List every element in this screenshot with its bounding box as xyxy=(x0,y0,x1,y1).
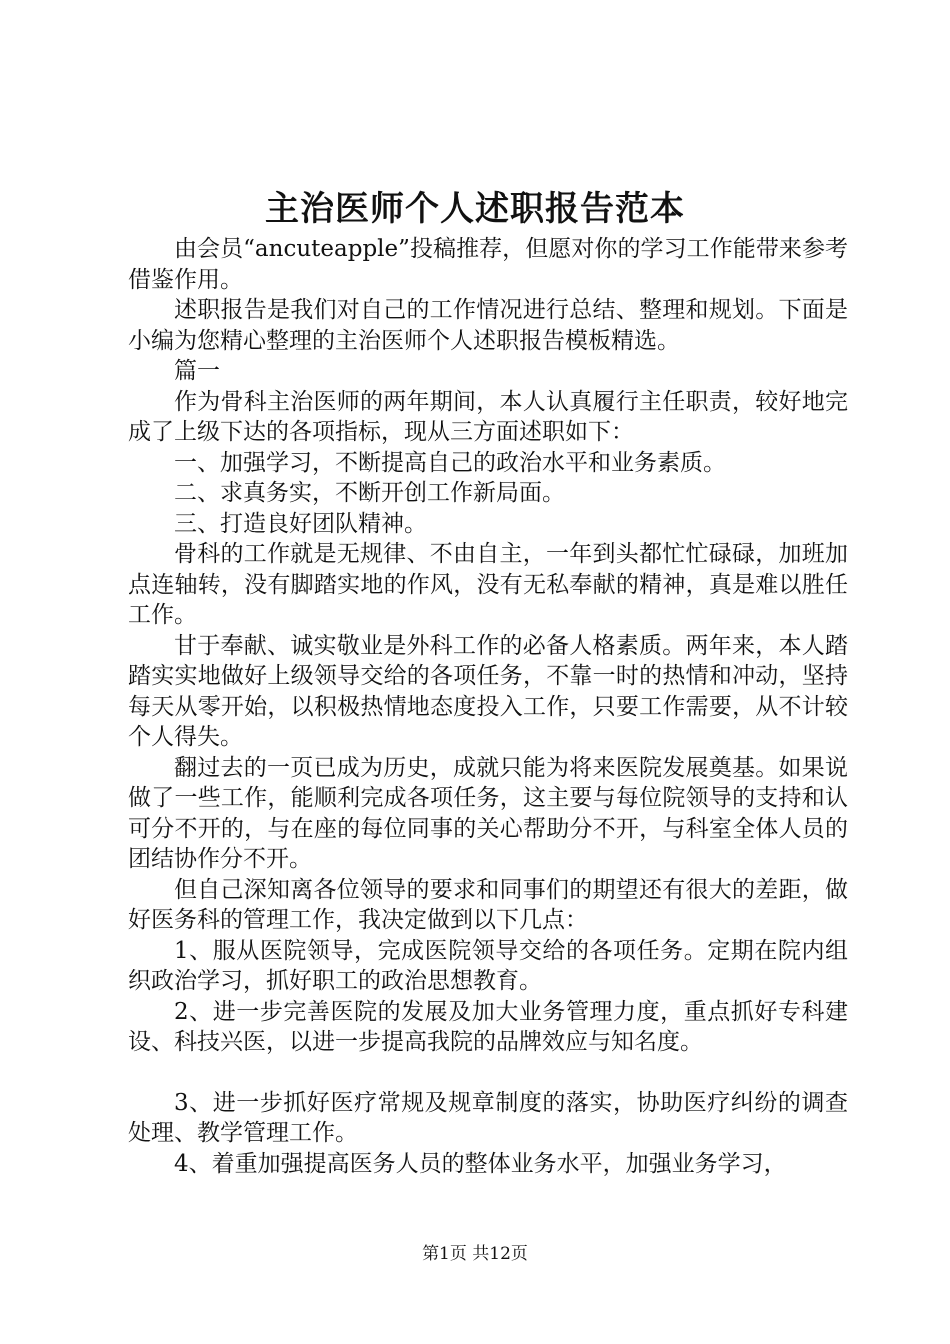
document-title: 主治医师个人述职报告范本 xyxy=(265,189,685,229)
paragraph: 但自己深知离各位领导的要求和同事们的期望还有很大的差距，做好医务科的管理工作，我决定做到以下几点： xyxy=(128,876,848,933)
paragraph: 甘于奉献、诚实敬业是外科工作的必备人格素质。两年来，本人踏踏实实地做好上级领导交给的各项任务，不靠一时的热情和冲动，坚持每天从零开始，以积极热情地态度投入工作，只要工作需要，从不计较个人得失。 xyxy=(128,632,848,750)
list-item: 4、着重加强提高医务人员的整体业务水平，加强业务学习， xyxy=(174,1150,787,1177)
list-item: 一、加强学习，不断提高自己的政治水平和业务素质。 xyxy=(174,449,726,476)
page-number-footer: 第1页 共12页 xyxy=(422,1244,528,1264)
list-item: 三、打造良好团队精神。 xyxy=(174,510,427,537)
paragraph: 骨科的工作就是无规律、不由自主，一年到头都忙忙碌碌，加班加点连轴转，没有脚踏实地的作风，没有无私奉献的精神，真是难以胜任工作。 xyxy=(128,541,848,628)
paragraph: 翻过去的一页已成为历史，成就只能为将来医院发展奠基。如果说做了一些工作，能顺利完成各项任务，这主要与每位院领导的支持和认可分不开的，与在座的每位同事的关心帮助分不开，与科室全体人员的团结协作分不开。 xyxy=(128,754,848,872)
list-item: 3、进一步抓好医疗常规及规章制度的落实，协助医疗纠纷的调查处理、教学管理工作。 xyxy=(128,1089,848,1146)
document-body xyxy=(128,234,848,1179)
paragraph-intro-note: 由会员“ancuteapple”投稿推荐，但愿对你的学习工作能带来参考借鉴作用。 xyxy=(128,236,848,293)
paragraph-intro-summary: 述职报告是我们对自己的工作情况进行总结、整理和规划。下面是小编为您精心整理的主治医师个人述职报告模板精选。 xyxy=(128,297,848,354)
list-item: 1、服从医院领导，完成医院领导交给的各项任务。定期在院内组织政治学习，抓好职工的政治思想教育。 xyxy=(128,937,848,994)
list-item: 二、求真务实，不断开创工作新局面。 xyxy=(174,480,565,506)
section-heading: 篇一 xyxy=(174,358,220,384)
list-item: 2、进一步完善医院的发展及加大业务管理力度，重点抓好专科建设、科技兴医，以进一步提高我院的品牌效应与知名度。 xyxy=(128,998,848,1055)
paragraph: 作为骨科主治医师的两年期间，本人认真履行主任职责，较好地完成了上级下达的各项指标，现从三方面述职如下： xyxy=(128,388,848,445)
